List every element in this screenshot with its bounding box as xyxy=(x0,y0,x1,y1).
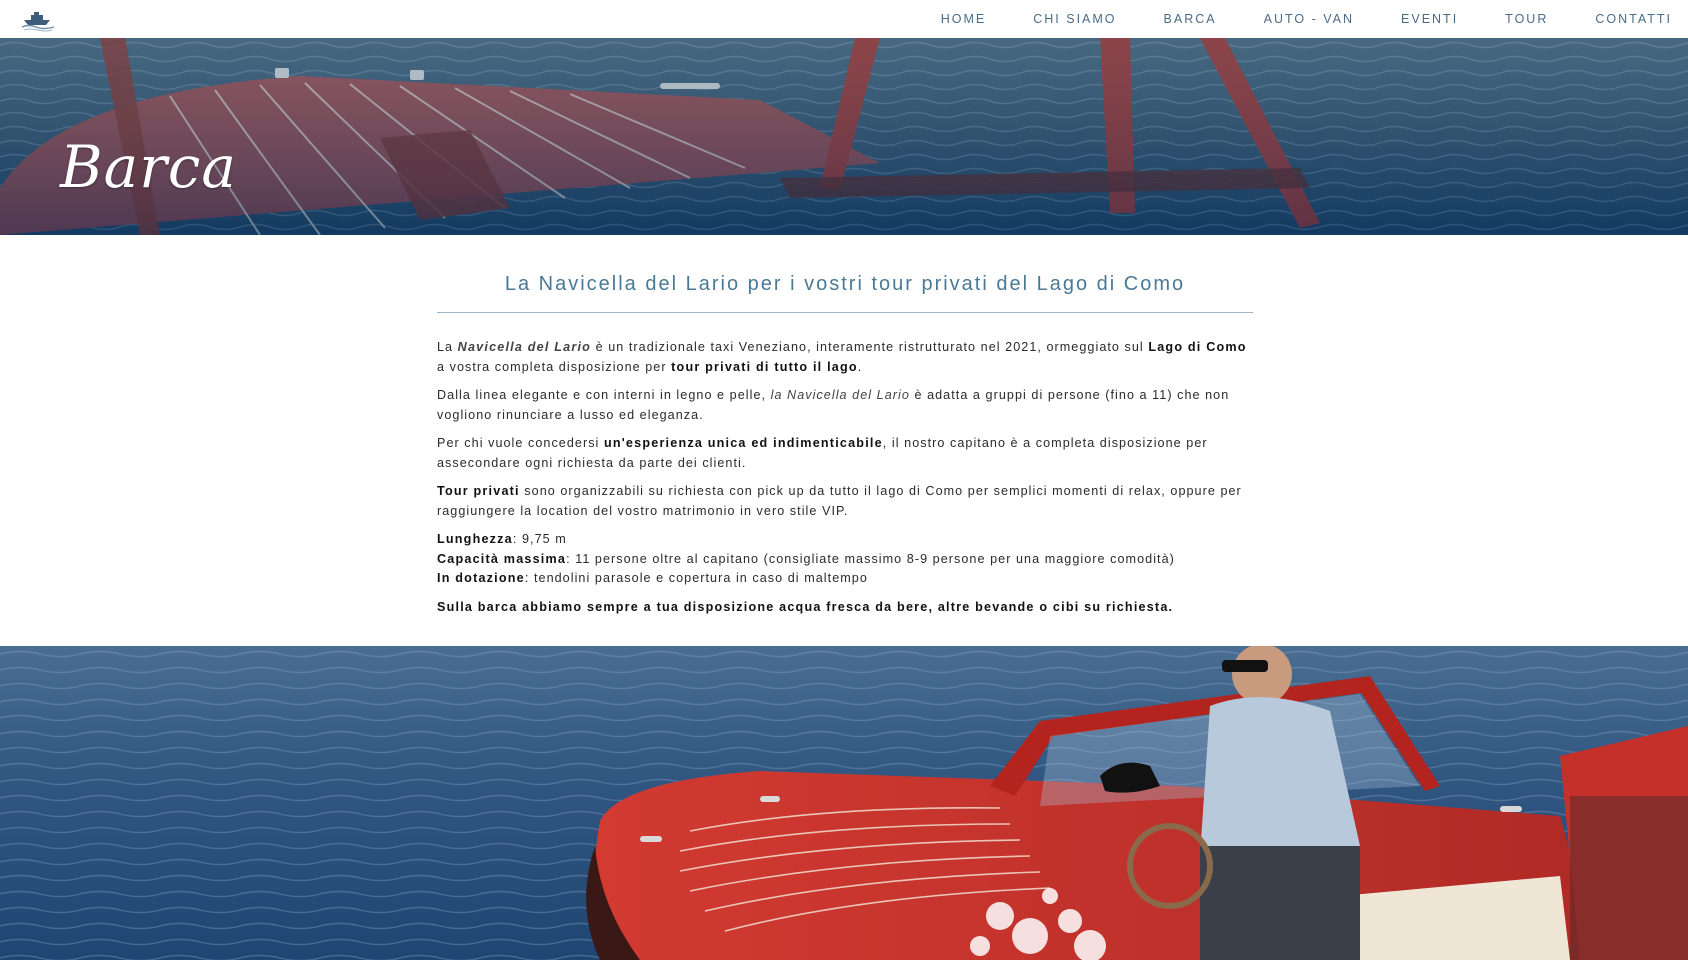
text-span: La xyxy=(437,340,458,354)
nav-tour[interactable]: TOUR xyxy=(1505,12,1549,26)
spec-label: Lunghezza xyxy=(437,532,513,546)
nav-eventi[interactable]: EVENTI xyxy=(1401,12,1459,26)
text-span: è adatta a gruppi di persone (fino a 11) che non vogliono rinunciare a lusso ed eleganza. xyxy=(437,388,1230,422)
boat-logo-icon[interactable] xyxy=(20,6,56,32)
text-span: è un tradizionale taxi Veneziano, interamente ristrutturato nel 2021, ormeggiato sul xyxy=(591,340,1149,354)
spec-value: : tendolini parasole e copertura in caso di maltempo xyxy=(524,571,868,585)
text-span: , il nostro capitano è a completa disposizione per assecondare ogni richiesta da parte dei clienti. xyxy=(437,436,1208,470)
paragraph-intro xyxy=(437,338,1253,377)
spec-row xyxy=(437,550,1253,570)
description-text xyxy=(437,338,1253,617)
boat-name-italic: la Navicella del Lario xyxy=(770,388,910,402)
heading-divider xyxy=(437,312,1253,313)
experience-highlight: un'esperienza unica ed indimenticabile xyxy=(603,436,883,450)
paragraph-experience xyxy=(437,434,1253,473)
text-span: sono organizzabili su richiesta con pick up da tutto il lago di Como per semplici momenti di relax, oppure per raggiungere la location del vostro matrimonio in vero stile VIP. xyxy=(437,484,1242,518)
spec-row xyxy=(437,530,1253,550)
spec-row xyxy=(437,569,1253,589)
spec-label: In dotazione xyxy=(437,571,525,585)
text-span: Per chi vuole concedersi xyxy=(437,436,604,450)
specs-list xyxy=(437,530,1253,589)
text-span: a vostra completa disposizione per xyxy=(437,359,672,374)
spec-label: Capacità massima xyxy=(437,551,567,566)
lake-name: Lago di Como xyxy=(1148,340,1247,354)
main-nav xyxy=(894,0,1672,38)
hero-banner xyxy=(0,38,1688,235)
hero-boat-deck-image xyxy=(0,38,1688,235)
tours-label: Tour privati xyxy=(437,484,520,498)
nav-chi-siamo[interactable]: CHI SIAMO xyxy=(1033,12,1117,26)
navbar xyxy=(0,0,1688,38)
section-heading: La Navicella del Lario per i vostri tour privati del Lago di Como xyxy=(504,273,1186,295)
spec-value: : 9,75 m xyxy=(512,532,567,546)
captain-boat-image xyxy=(0,646,1688,960)
tours-highlight: tour privati di tutto il lago xyxy=(671,359,858,374)
boat-name: Navicella del Lario xyxy=(457,340,592,354)
boat-photo xyxy=(0,646,1688,960)
nav-contatti[interactable]: CONTATTI xyxy=(1595,12,1672,26)
closing-note: Sulla barca abbiamo sempre a tua disposizione acqua fresca da bere, altre bevande o cibi su richiesta. xyxy=(437,599,1174,614)
nav-home[interactable]: HOME xyxy=(940,12,987,26)
hero-title: Barca xyxy=(60,133,237,201)
main-content xyxy=(437,235,1253,626)
text-span: . xyxy=(857,359,863,374)
nav-auto-van[interactable]: AUTO - VAN xyxy=(1263,12,1355,26)
text-span: Dalla linea elegante e con interni in legno e pelle, xyxy=(437,388,771,402)
paragraph-interiors xyxy=(437,386,1253,425)
paragraph-tours xyxy=(437,482,1253,521)
spec-value: : 11 persone oltre al capitano (consigliate massimo 8-9 persone per una maggiore comodità) xyxy=(566,551,1175,566)
nav-barca[interactable]: BARCA xyxy=(1163,12,1217,26)
